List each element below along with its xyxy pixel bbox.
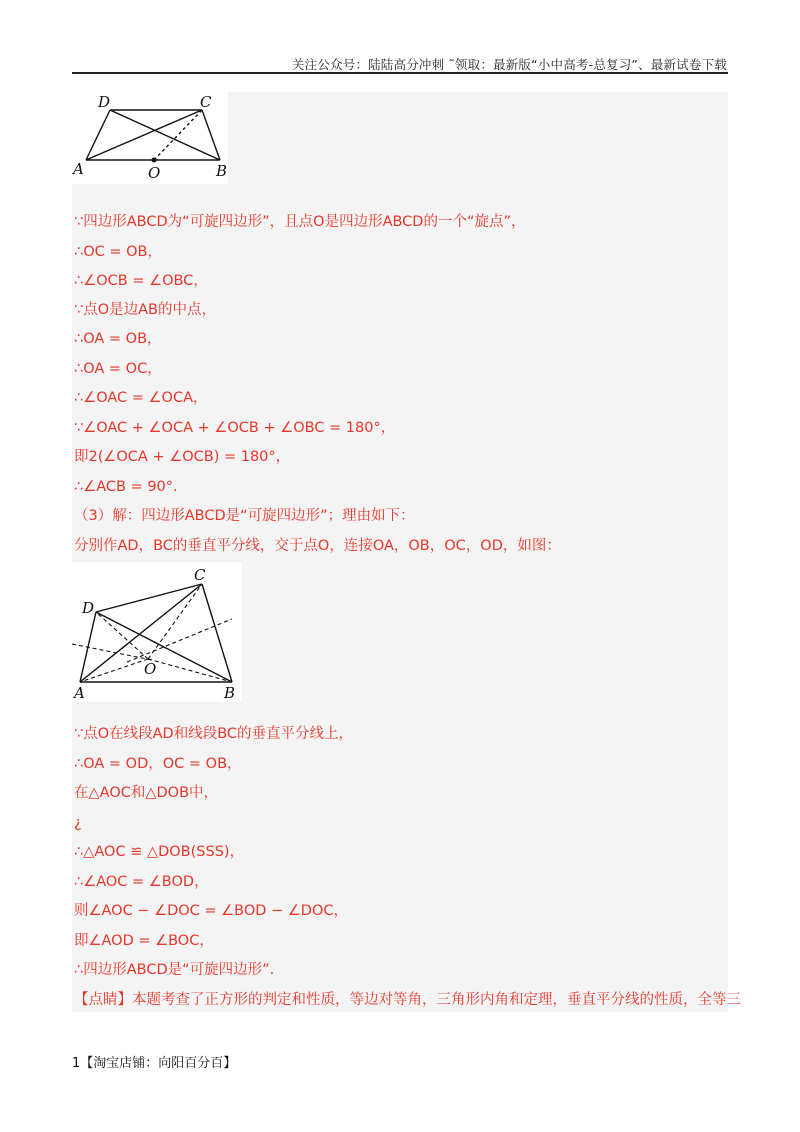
solution-line-4: ∵点O是边AB的中点， [74,302,217,318]
solution-line-6: ∴OA = OC， [74,361,162,377]
fig2-label-B: B [224,684,236,702]
fig2-label-A: A [74,684,85,702]
solution-line-19: 则∠AOC − ∠DOC = ∠BOD − ∠DOC， [74,903,348,919]
solution-line-13: ∵点O在线段AD和线段BC的垂直平分线上， [74,726,354,742]
solution-line-15: 在△AOC和△DOB中， [74,785,219,801]
fig1-segment-OC [154,110,202,160]
solution-line-16: ¿ [74,815,82,831]
fig2-diagonal-BD [96,612,232,682]
solution-line-11: （3）解：四边形ABCD是“可旋四边形”；理由如下： [74,508,415,524]
fig1-label-A: A [73,160,84,178]
fig1-label-C: C [200,93,212,111]
page-footer: 1【淘宝店铺：向阳百分百】 [72,1056,237,1071]
comment-line: 【点睛】本题考查了正方形的判定和性质，等边对等角，三角形内角和定理，垂直平分线的性质，全等三 [74,992,741,1008]
fig2-segment-OB [148,659,232,682]
figure-quadrilateral [72,562,242,702]
figure-trapezoid [72,92,228,184]
fig1-diagonal-AC [86,110,202,160]
solution-line-8: ∵∠OAC + ∠OCA + ∠OCB + ∠OBC = 180°， [74,420,396,436]
solution-line-2: ∴OC = OB， [74,244,162,260]
solution-line-10: ∴∠ACB = 90°. [74,479,178,495]
solution-line-18: ∴∠AOC = ∠BOD， [74,874,209,890]
page-header: 关注公众号：陆陆高分冲刺 ˜领取：最新版“小中高考-总复习”、最新试卷下载 [291,57,727,72]
solution-line-12: 分别作AD，BC的垂直平分线，交于点O，连接OA，OB，OC，OD，如图： [74,538,561,554]
solution-line-20: 即∠AOD = ∠BOC， [74,933,214,949]
solution-line-17: ∴△AOC ≌ △DOB(SSS)， [74,844,245,860]
fig2-diagonal-AC [80,584,202,682]
fig1-point-O [152,158,157,163]
fig1-label-D: D [98,93,111,111]
fig2-segment-OA [80,659,148,682]
solution-line-9: 即2(∠OCA + ∠OCB) = 180°， [74,449,291,465]
fig1-label-B: B [216,162,228,180]
fig1-label-O: O [148,164,161,182]
solution-line-3: ∴∠OCB = ∠OBC， [74,273,208,289]
solution-line-5: ∴OA = OB， [74,331,162,347]
fig2-label-C: C [194,566,206,584]
solution-line-14: ∴OA = OD，OC = OB， [74,756,242,772]
header-rule [72,72,728,74]
solution-line-1: ∵四边形ABCD为“可旋四边形”，且点O是四边形ABCD的一个“旋点”， [74,214,526,230]
solution-line-7: ∴∠OAC = ∠OCA， [74,390,208,406]
fig2-label-D: D [82,599,95,617]
fig2-side-CB [202,584,232,682]
solution-line-21: ∴四边形ABCD是“可旋四边形”. [74,962,275,978]
fig1-diagonal-BD [110,110,220,160]
fig1-side-AD [86,110,110,160]
fig2-side-DC [96,584,202,612]
fig2-label-O: O [144,660,157,678]
